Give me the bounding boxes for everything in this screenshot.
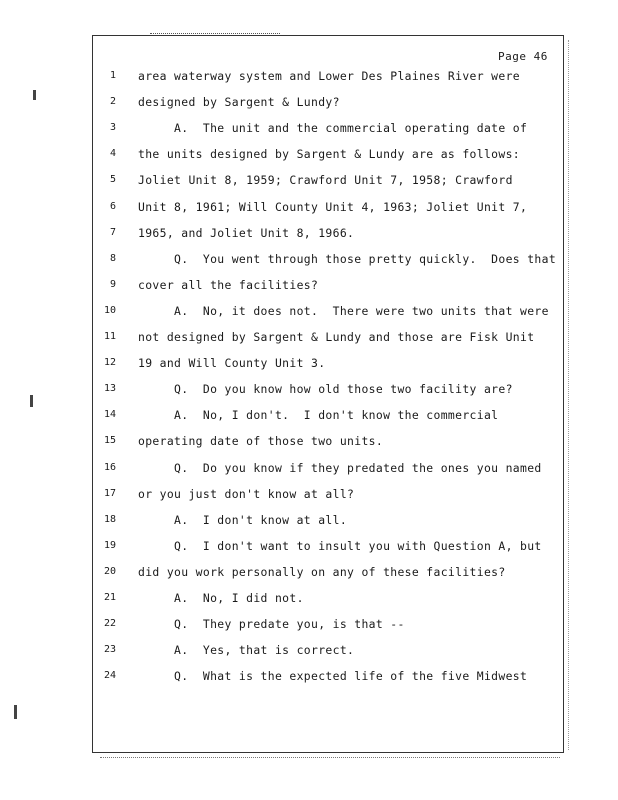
line-number: 24 [103, 670, 116, 682]
line-text: A. No, I don't. I don't know the commercial [138, 408, 499, 423]
line-text: Unit 8, 1961; Will County Unit 4, 1963; Joliet Unit 7, [138, 199, 528, 214]
transcript-line [0, 460, 618, 476]
transcript-line [0, 590, 618, 606]
margin-mark-bottom [14, 705, 17, 719]
line-number: 22 [103, 618, 116, 630]
line-text: 19 and Will County Unit 3. [138, 356, 326, 371]
transcript-line [0, 251, 618, 267]
line-text: the units designed by Sargent & Lundy are as follows: [138, 147, 521, 162]
line-number: 6 [109, 200, 116, 212]
transcript-line [0, 277, 618, 293]
line-number: 17 [103, 487, 116, 499]
line-number: 4 [109, 148, 116, 160]
transcript-line [0, 381, 618, 397]
line-number: 15 [103, 435, 116, 447]
line-text: A. No, I did not. [138, 591, 304, 605]
transcript-line [0, 538, 618, 554]
line-number: 14 [103, 409, 116, 421]
line-text: or you just don't know at all? [138, 486, 355, 501]
transcript-line [0, 94, 618, 110]
line-number: 13 [103, 383, 116, 395]
transcript-line [0, 433, 618, 449]
line-number: 8 [109, 252, 116, 264]
transcript-line [0, 199, 618, 215]
transcript-line [0, 486, 618, 502]
line-number: 23 [103, 644, 116, 656]
line-text: A. The unit and the commercial operating date of [138, 121, 528, 136]
scan-artifact-bottom [100, 757, 560, 759]
line-number: 18 [103, 513, 116, 525]
line-text: Q. Do you know if they predated the ones you named [138, 460, 542, 475]
scan-artifact-top [150, 33, 280, 35]
line-text: did you work personally on any of these facilities? [138, 564, 506, 579]
transcript-line [0, 303, 618, 319]
page-number: Page 46 [498, 50, 548, 63]
line-number: 1 [109, 70, 116, 81]
line-text: cover all the facilities? [138, 277, 319, 292]
line-text: designed by Sargent & Lundy? [138, 95, 340, 110]
line-text: operating date of those two units. [138, 434, 384, 449]
transcript-line [0, 668, 618, 684]
line-text: Joliet Unit 8, 1959; Crawford Unit 7, 1958; Crawford [138, 173, 513, 188]
transcript-line [0, 564, 618, 580]
line-text: A. Yes, that is correct. [138, 643, 355, 658]
transcript-line [0, 68, 618, 84]
line-text: A. No, it does not. There were two units that were [138, 303, 549, 318]
transcript-line [0, 329, 618, 345]
line-number: 10 [103, 304, 116, 316]
line-number: 7 [109, 226, 116, 238]
transcript-line [0, 146, 618, 162]
line-text: area waterway system and Lower Des Plaines River were [138, 69, 521, 83]
line-number: 19 [103, 539, 116, 551]
line-text: A. I don't know at all. [138, 512, 348, 527]
line-number: 21 [103, 592, 116, 603]
line-number: 16 [103, 461, 116, 473]
transcript-line [0, 616, 618, 632]
line-number: 3 [109, 122, 116, 134]
transcript-line [0, 355, 618, 371]
line-number: 2 [109, 96, 116, 108]
line-text: Q. I don't want to insult you with Question A, but [138, 538, 542, 553]
transcript-line [0, 407, 618, 423]
line-text: Q. You went through those pretty quickly. Does that [138, 251, 557, 266]
transcript-line [0, 172, 618, 188]
line-text: Q. Do you know how old those two facility are? [138, 382, 513, 397]
line-text: not designed by Sargent & Lundy and those are Fisk Unit [138, 330, 535, 344]
transcript-line [0, 120, 618, 136]
transcript-line [0, 642, 618, 658]
transcript-line [0, 512, 618, 528]
line-number: 11 [103, 331, 116, 342]
line-number: 12 [103, 357, 116, 369]
line-number: 20 [103, 565, 116, 577]
line-number: 5 [109, 174, 116, 186]
line-number: 9 [109, 278, 116, 290]
line-text: Q. They predate you, is that -- [138, 617, 405, 632]
line-text: 1965, and Joliet Unit 8, 1966. [138, 225, 355, 240]
line-text: Q. What is the expected life of the five Midwest [138, 669, 528, 684]
transcript-line [0, 225, 618, 241]
